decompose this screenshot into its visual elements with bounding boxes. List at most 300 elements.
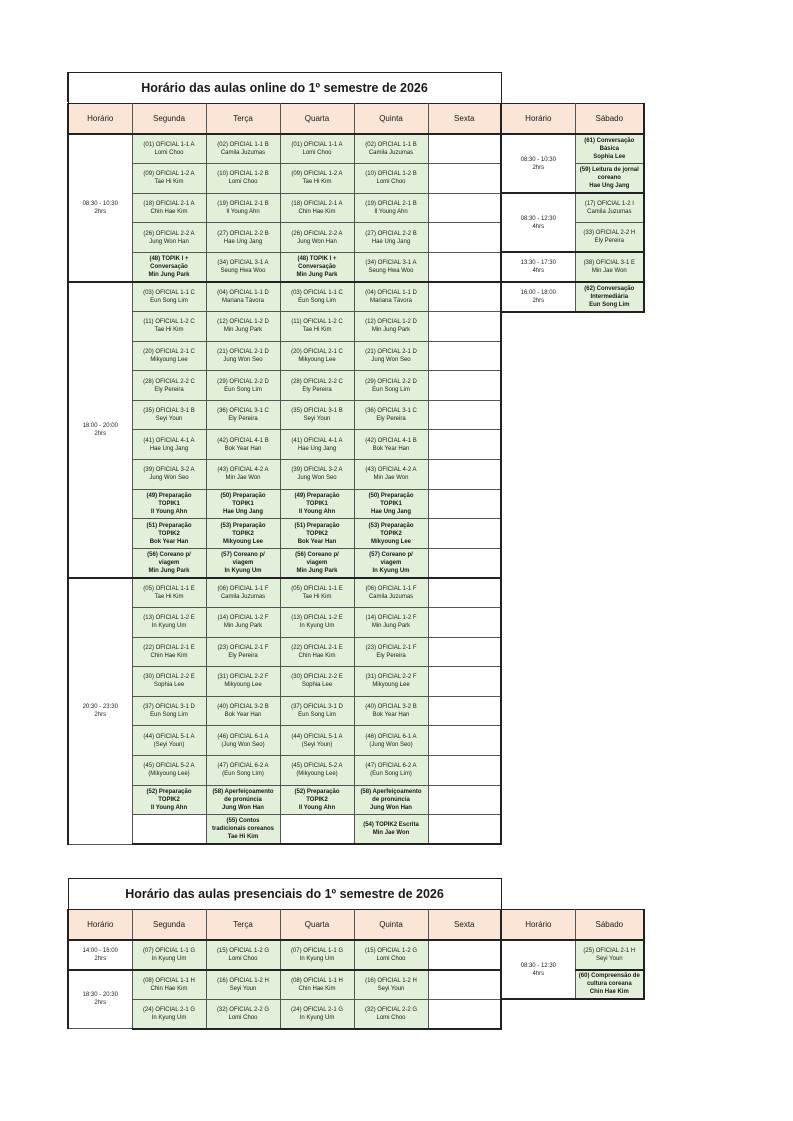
teacher-name: Min Jae Won [591,268,627,275]
class-cell [132,608,206,638]
class-name: (23) OFICIAL 2-1 F [217,644,269,651]
sexta-cell [428,999,501,1029]
teacher-name: Mikyoung Lee [298,356,336,363]
class-name: (24) OFICIAL 2-1 G [290,1006,344,1013]
sexta-cell [428,608,501,638]
teacher-name: Eun Song Lim [372,386,410,393]
teacher-name: Ely Pereira [228,416,258,423]
class-name: (48) TOPIK I + [297,255,337,262]
class-name: (04) OFICIAL 1-1 D [365,290,417,297]
teacher-name: Jung Won Seo [223,356,263,363]
class-name: (31) OFICIAL 2-2 F [217,674,269,681]
class-cell [354,164,428,194]
class-name: (38) OFICIAL 3-1 E [583,260,636,267]
class-cell [206,223,280,253]
time-range: 08:30 - 12:30 [520,962,556,969]
teacher-name: Intermediária [590,293,629,300]
teacher-name: cultura coreana [586,981,632,988]
class-cell [280,608,354,638]
class-name: (59) Leitura de jornal [579,167,639,174]
teacher-name: Il Young Ahn [298,508,336,515]
class-cell [132,193,206,223]
class-cell [206,755,280,785]
sexta-cell [428,940,501,970]
teacher-name: (Jung Won Seo) [369,741,413,748]
class-name: (36) OFICIAL 3-1 C [365,408,417,415]
teacher-name: Lomi Choo [228,179,258,186]
teacher-name: Seung Hwa Woo [220,267,266,274]
class-name: (54) TOPIK2 Escrita [363,822,419,829]
class-cell [206,815,280,845]
class-cell [354,489,428,519]
teacher-name: In Kyung Um [299,955,335,962]
sexta-cell [428,696,501,726]
time-range: 08:30 - 12:30 [520,215,556,222]
class-name: (28) OFICIAL 2-2 C [143,378,195,385]
class-name: (01) OFICIAL 1-1 A [143,142,195,149]
teacher-name: Mikyoung Lee [370,538,411,545]
column-header: Quarta [280,910,354,941]
class-cell [206,371,280,401]
saturday-time-slot [501,193,575,252]
teacher-name: Eun Song Lim [298,298,336,305]
teacher-name: Lomi Choo [302,150,332,157]
class-name: (43) OFICIAL 4-2 A [217,467,269,474]
class-cell [206,696,280,726]
class-cell [206,667,280,697]
sexta-cell [428,815,501,845]
class-cell [280,578,354,608]
teacher-name: Jung Won Seo [149,475,189,482]
class-name: (13) OFICIAL 1-2 E [291,615,343,622]
class-name: (10) OFICIAL 1-2 B [217,171,269,178]
class-cell [280,400,354,430]
presencial-schedule-table [67,878,645,1030]
class-cell [280,312,354,342]
class-cell [354,696,428,726]
class-cell [354,460,428,490]
teacher-name: Min Jung Park [371,623,411,630]
sexta-cell [428,548,501,578]
teacher-name: Min Jung Park [148,271,190,278]
class-cell [280,940,354,970]
class-name: (42) OFICIAL 4-1 B [365,437,417,444]
teacher-name: Eun Song Lim [150,298,188,305]
class-name: (27) OFICIAL 2-2 B [217,230,269,237]
class-cell [206,193,280,223]
teacher-name: (Seyi Youn) [153,741,185,748]
teacher-name: Il Young Ahn [150,804,188,811]
class-name: (29) OFICIAL 2-2 D [365,378,417,385]
class-cell [280,755,354,785]
class-name: (09) OFICIAL 1-2 A [143,171,195,178]
teacher-name: Conversação [298,263,336,270]
class-cell [575,940,644,970]
class-cell [206,578,280,608]
teacher-name: Ely Pereira [154,386,184,393]
teacher-name: Sophia Lee [153,682,185,689]
class-name: (03) OFICIAL 1-1 C [143,290,195,297]
class-cell [206,726,280,756]
sexta-cell [428,371,501,401]
teacher-name: Hae Ung Jang [370,508,411,515]
class-cell [354,312,428,342]
class-cell [575,134,644,164]
class-name: (57) Coreano p/ [369,551,413,558]
class-name: (49) Preparação [146,492,192,499]
class-cell [206,489,280,519]
class-name: (02) OFICIAL 1-1 B [217,142,269,149]
teacher-name: Min Jung Park [371,327,411,334]
teacher-name: TOPIK2 [306,796,328,803]
class-cell [132,667,206,697]
teacher-name: Eun Song Lim [589,301,630,308]
class-name: (30) OFICIAL 2-2 E [143,674,195,681]
class-name: (24) OFICIAL 2-1 G [142,1006,196,1013]
class-name: (56) Coreano p/ [295,551,339,558]
teacher-name: Seyi Youn [229,985,257,992]
class-name: (31) OFICIAL 2-2 F [365,674,417,681]
teacher-name: Chin Hae Kim [150,208,188,215]
class-name: (06) OFICIAL 1-1 F [365,585,417,592]
class-cell [132,371,206,401]
saturday-column-header: Horário [501,910,575,941]
class-name: (52) Preparação [146,788,192,795]
teacher-name: Seyi Youn [377,985,405,992]
class-name: (22) OFICIAL 2-1 E [143,644,195,651]
class-name: (08) OFICIAL 1-1 H [291,977,343,984]
time-duration: 4hrs [532,970,545,977]
teacher-name: In Kyung Um [151,1014,187,1021]
class-name: (47) OFICIAL 6-2 A [217,763,269,770]
class-name: (46) OFICIAL 6-1 A [217,733,269,740]
class-cell [280,282,354,312]
class-name: (32) OFICIAL 2-2 G [364,1006,418,1013]
teacher-name: TOPIK2 [158,530,180,537]
class-cell [354,400,428,430]
class-name: (16) OFICIAL 1-2 H [365,977,417,984]
sexta-cell [428,341,501,371]
class-cell [132,430,206,460]
teacher-name: In Kyung Um [151,623,187,630]
teacher-name: Lomi Choo [228,1014,258,1021]
class-cell [354,999,428,1029]
class-name: (41) OFICIAL 4-1 A [143,437,195,444]
schedule-row [68,193,644,223]
class-cell [354,608,428,638]
time-slot [68,940,132,970]
teacher-name: viagem [380,559,402,566]
class-cell [132,696,206,726]
sexta-cell [428,970,501,1000]
class-name: (02) OFICIAL 1-1 B [365,142,417,149]
time-range: 18:00 - 20:00 [82,422,118,429]
teacher-name: Camila Juzumas [587,209,632,216]
teacher-name: Jung Won Seo [371,356,411,363]
class-cell [132,519,206,549]
teacher-name: (Eun Song Lim) [370,771,412,778]
teacher-name: Il Young Ahn [374,208,408,215]
teacher-name: TOPIK2 [232,530,254,537]
class-cell [132,341,206,371]
teacher-name: Mariana Távora [370,298,412,305]
class-cell [354,940,428,970]
class-name: (03) OFICIAL 1-1 C [291,290,343,297]
column-header: Segunda [132,910,206,941]
class-name: (52) Preparação [294,788,340,795]
time-range: 14:00 - 16:00 [82,947,118,954]
teacher-name: Tae Hi Kim [154,593,184,600]
class-cell [280,999,354,1029]
class-name: (51) Preparação [146,522,192,529]
saturday-column-header: Sábado [575,910,644,941]
time-range: 08:30 - 10:30 [82,200,118,207]
class-cell [354,785,428,815]
teacher-name: Eun Song Lim [298,712,336,719]
class-name: (13) OFICIAL 1-2 E [143,615,195,622]
teacher-name: Eun Song Lim [150,712,188,719]
teacher-name: Chin Hae Kim [589,989,629,996]
class-name: (35) OFICIAL 3-1 B [291,408,343,415]
teacher-name: Min Jung Park [296,271,338,278]
class-name: (21) OFICIAL 2-1 D [217,348,269,355]
teacher-name: Chin Hae Kim [298,208,336,215]
class-name: (50) Preparação [368,492,414,499]
teacher-name: Hae Ung Jang [223,238,263,245]
saturday-time-slot [501,134,575,193]
class-cell [206,548,280,578]
time-duration: 2hrs [94,955,107,962]
class-name: (39) OFICIAL 3-2 A [291,467,343,474]
sexta-cell [428,193,501,223]
teacher-name: Min Jung Park [223,623,263,630]
class-cell [280,134,354,164]
class-cell [206,608,280,638]
teacher-name: (Mikyoung Lee) [148,771,190,778]
class-name: (17) OFICIAL 1-2 I [584,201,634,208]
class-name: (22) OFICIAL 2-1 E [291,644,343,651]
teacher-name: viagem [158,559,180,566]
class-cell [132,970,206,1000]
time-slot [68,282,132,578]
teacher-name: In Kyung Um [151,955,187,962]
class-name: (10) OFICIAL 1-2 B [365,171,417,178]
class-name: (18) OFICIAL 2-1 A [291,200,343,207]
class-name: (45) OFICIAL 5-2 A [143,763,195,770]
class-cell [354,667,428,697]
class-cell [280,667,354,697]
class-cell [280,970,354,1000]
class-cell [575,193,644,223]
time-duration: 2hrs [94,208,107,215]
class-cell [575,252,644,282]
class-name: (55) Contos [226,818,260,825]
sexta-cell [428,667,501,697]
class-name: (62) Conversação [584,285,635,292]
time-range: 13:30 - 17:30 [520,260,556,267]
teacher-name: Camila Juzumas [220,593,266,600]
teacher-name: Mikyoung Lee [372,682,410,689]
schedule-row [68,134,644,164]
class-name: (16) OFICIAL 1-2 H [217,977,269,984]
time-duration: 4hrs [532,223,545,230]
class-cell [354,223,428,253]
teacher-name: (Jung Won Seo) [221,741,265,748]
saturday-column-header: Sábado [575,104,644,135]
class-name: (15) OFICIAL 1-2 G [216,947,270,954]
class-cell [206,134,280,164]
class-cell [132,460,206,490]
teacher-name: Bok Year Han [224,445,262,452]
teacher-name: tradicionais coreanos [211,826,275,833]
teacher-name: Lomi Choo [228,955,258,962]
saturday-time-slot [501,282,575,312]
class-name: (20) OFICIAL 2-1 C [143,348,195,355]
column-header: Quinta [354,104,428,135]
schedule-row [68,940,644,970]
class-cell [206,164,280,194]
class-name: (39) OFICIAL 3-2 A [143,467,195,474]
class-cell [280,696,354,726]
time-duration: 2hrs [532,297,545,304]
teacher-name: Tae Hi Kim [302,327,332,334]
teacher-name: Min Jung Park [296,567,338,574]
class-name: (14) OFICIAL 1-2 F [365,615,417,622]
class-name: (07) OFICIAL 1-1 G [142,947,196,954]
schedule-row [68,252,644,282]
sexta-cell [428,519,501,549]
saturday-column-header: Horário [501,104,575,135]
class-cell [280,430,354,460]
class-cell [354,193,428,223]
sexta-cell [428,252,501,282]
class-name: (58) Aperfeiçoamento [360,788,422,795]
teacher-name: Il Young Ahn [298,804,336,811]
teacher-name: Ely Pereira [594,238,624,245]
class-cell [132,999,206,1029]
class-cell [132,578,206,608]
class-cell [354,637,428,667]
class-name: (11) OFICIAL 1-2 C [143,319,195,326]
class-cell [280,223,354,253]
class-cell [206,400,280,430]
teacher-name: In Kyung Um [299,623,335,630]
class-name: (42) OFICIAL 4-1 B [217,437,269,444]
schedule-row [68,999,644,1029]
teacher-name: Básica [599,146,619,153]
class-cell [354,282,428,312]
class-name: (56) Coreano p/ [147,551,191,558]
teacher-name: Bok Year Han [149,538,189,545]
class-name: (43) OFICIAL 4-2 A [365,467,417,474]
teacher-name: TOPIK1 [380,500,402,507]
teacher-name: Tae Hi Kim [227,834,259,841]
teacher-name: Sophia Lee [593,154,626,161]
class-name: (40) OFICIAL 3-2 B [365,704,417,711]
sexta-cell [428,164,501,194]
sexta-cell [428,726,501,756]
class-name: (37) OFICIAL 3-1 D [143,704,195,711]
teacher-name: Sophia Lee [301,682,333,689]
class-name: (14) OFICIAL 1-2 F [217,615,269,622]
class-name: (29) OFICIAL 2-2 D [217,378,269,385]
class-cell [206,940,280,970]
teacher-name: In Kyung Um [299,1014,335,1021]
class-cell [354,371,428,401]
class-name: (01) OFICIAL 1-1 A [291,142,343,149]
class-name: (49) Preparação [294,492,340,499]
sexta-cell [428,489,501,519]
teacher-name: Il Young Ahn [150,508,188,515]
class-cell [206,252,280,282]
time-range: 16:00 - 18:00 [520,289,556,296]
class-cell [132,548,206,578]
class-name: (57) Coreano p/ [221,551,265,558]
time-range: 20:30 - 23:30 [82,704,118,711]
teacher-name: TOPIK2 [380,530,402,537]
class-name: (32) OFICIAL 2-2 G [216,1006,270,1013]
class-cell [354,519,428,549]
teacher-name: Mikyoung Lee [150,356,188,363]
teacher-name: Min Jae Won [373,475,409,482]
class-name: (58) Aperfeiçoamento [212,788,274,795]
teacher-name: Lomi Choo [376,955,406,962]
teacher-name: Jung Won Han [149,238,189,245]
time-duration: 2hrs [532,164,545,171]
class-cell [132,223,206,253]
class-name: (21) OFICIAL 2-1 D [365,348,417,355]
class-name: (41) OFICIAL 4-1 A [291,437,343,444]
sexta-cell [428,134,501,164]
class-cell [132,282,206,312]
teacher-name: viagem [232,559,254,566]
teacher-name: In Kyung Um [224,567,262,574]
class-cell [206,637,280,667]
class-name: (34) OFICIAL 3-1 A [217,259,269,266]
teacher-name: (Seyi Youn) [301,741,333,748]
class-name: (44) OFICIAL 5-1 A [143,733,195,740]
teacher-name: Hae Ung Jang [149,445,189,452]
teacher-name: Eun Song Lim [224,386,262,393]
time-duration: 2hrs [94,430,107,437]
class-cell [354,341,428,371]
class-name: (45) OFICIAL 5-2 A [291,763,343,770]
class-cell [132,134,206,164]
class-cell [280,193,354,223]
class-cell [132,400,206,430]
class-name: (46) OFICIAL 6-1 A [365,733,417,740]
class-name: (30) OFICIAL 2-2 E [291,674,343,681]
column-header: Quarta [280,104,354,135]
teacher-name: Bok Year Han [297,538,337,545]
class-cell [206,282,280,312]
class-cell [354,578,428,608]
teacher-name: Hae Ung Jang [222,508,263,515]
teacher-name: TOPIK1 [306,500,328,507]
class-cell [206,999,280,1029]
column-header: Quinta [354,910,428,941]
class-cell [354,548,428,578]
class-cell [280,489,354,519]
class-cell [354,970,428,1000]
sexta-cell [428,400,501,430]
teacher-name: Lomi Choo [376,1014,406,1021]
sexta-cell [428,785,501,815]
class-name: (53) Preparação [220,522,266,529]
teacher-name: In Kyung Um [372,567,410,574]
teacher-name: Seyi Youn [155,416,183,423]
class-cell [280,460,354,490]
